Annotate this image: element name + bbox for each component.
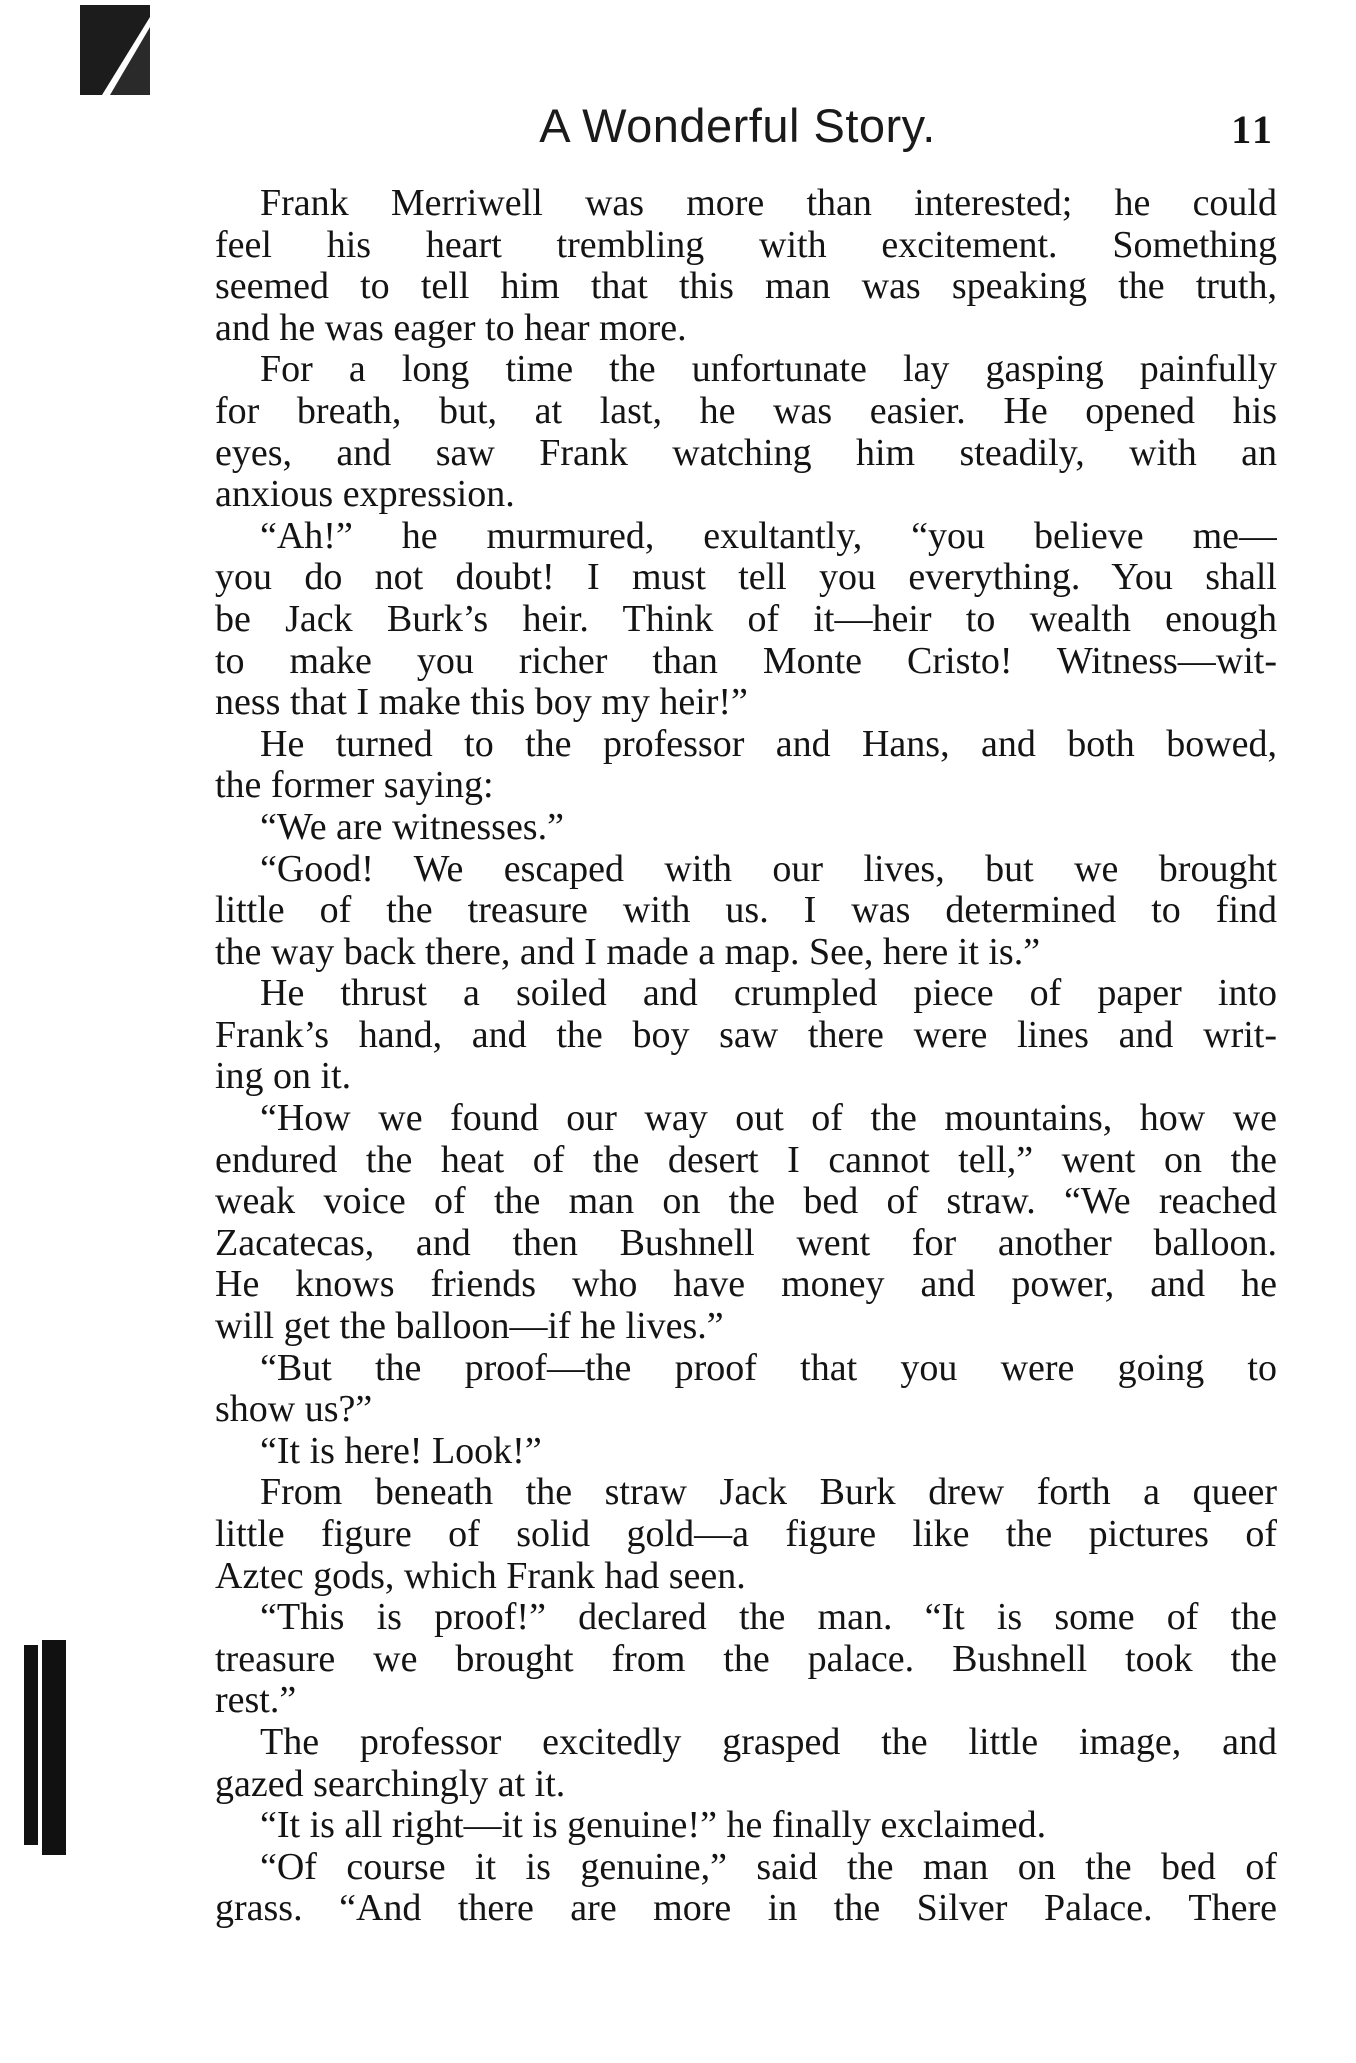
text-line: to make you richer than Monte Cristo! Witness—wit-: [215, 640, 1277, 682]
text-line: He turned to the professor and Hans, and both bowed,: [260, 723, 1277, 765]
text-line: “It is all right—it is genuine!” he finally exclaimed.: [260, 1805, 1047, 1847]
text-line: “But the proof—the proof that you were going to: [260, 1347, 1277, 1389]
text-line: and he was eager to hear more.: [215, 307, 687, 349]
text-line: little of the treasure with us. I was determined to find: [215, 890, 1277, 932]
text-line: “It is here! Look!”: [260, 1430, 542, 1472]
text-line: Frank’s hand, and the boy saw there were lines and writ-: [215, 1014, 1277, 1056]
text-line: the way back there, and I made a map. See, here it is.”: [215, 931, 1041, 973]
text-line: anxious expression.: [215, 474, 515, 516]
text-line: “This is proof!” declared the man. “It is some of the: [260, 1597, 1277, 1639]
text-line: He thrust a soiled and crumpled piece of paper into: [260, 973, 1277, 1015]
running-title: A Wonderful Story.: [539, 99, 936, 152]
text-line: eyes, and saw Frank watching him steadily, with an: [215, 432, 1277, 474]
page-number: 11: [1231, 107, 1275, 152]
page-header: [200, 98, 1275, 168]
text-line: treasure we brought from the palace. Bushnell took the: [215, 1638, 1277, 1680]
text-line: grass. “And there are more in the Silver Palace. There: [215, 1888, 1277, 1930]
text-line: ness that I make this boy my heir!”: [215, 682, 748, 724]
text-line: rest.”: [215, 1680, 297, 1722]
text-line: seemed to tell him that this man was speaking the truth,: [215, 266, 1277, 308]
text-line: will get the balloon—if he lives.”: [215, 1306, 724, 1348]
text-line: “Of course it is genuine,” said the man on the bed of: [260, 1846, 1277, 1888]
text-line: From beneath the straw Jack Burk drew forth a queer: [260, 1472, 1277, 1514]
text-line: for breath, but, at last, he was easier. He opened his: [215, 390, 1277, 432]
text-line: Zacatecas, and then Bushnell went for another balloon.: [215, 1222, 1277, 1264]
text-line: the former saying:: [215, 765, 494, 807]
text-line: “How we found our way out of the mountains, how we: [260, 1098, 1277, 1140]
text-line: endured the heat of the desert I cannot tell,” went on the: [215, 1139, 1277, 1181]
text-line: Frank Merriwell was more than interested; he could: [260, 183, 1277, 224]
binding-edge-mark: [42, 1640, 66, 1855]
text-line: show us?”: [215, 1389, 373, 1431]
text-line: ing on it.: [215, 1056, 352, 1098]
body-text: [215, 183, 1277, 1930]
text-line: Aztec gods, which Frank had seen.: [215, 1555, 746, 1597]
text-line: “Good! We escaped with our lives, but we brought: [260, 848, 1277, 890]
text-line: He knows friends who have money and power, and he: [215, 1264, 1277, 1306]
text-line: “Ah!” he murmured, exultantly, “you believe me—: [260, 515, 1277, 557]
text-line: be Jack Burk’s heir. Think of it—heir to wealth enough: [215, 598, 1277, 640]
text-line: weak voice of the man on the bed of straw. “We reached: [215, 1181, 1277, 1223]
text-line: For a long time the unfortunate lay gasping painfully: [260, 349, 1277, 391]
scan-mark-icon: [80, 5, 150, 95]
text-line: gazed searchingly at it.: [215, 1763, 566, 1805]
text-line: The professor excitedly grasped the little image, and: [260, 1721, 1277, 1763]
text-line: you do not doubt! I must tell you everything. You shall: [215, 557, 1277, 599]
binding-edge-mark: [24, 1645, 38, 1845]
text-line: “We are witnesses.”: [260, 806, 564, 848]
text-line: feel his heart trembling with excitement. Something: [215, 224, 1277, 266]
text-line: little figure of solid gold—a figure like the pictures of: [215, 1514, 1277, 1555]
